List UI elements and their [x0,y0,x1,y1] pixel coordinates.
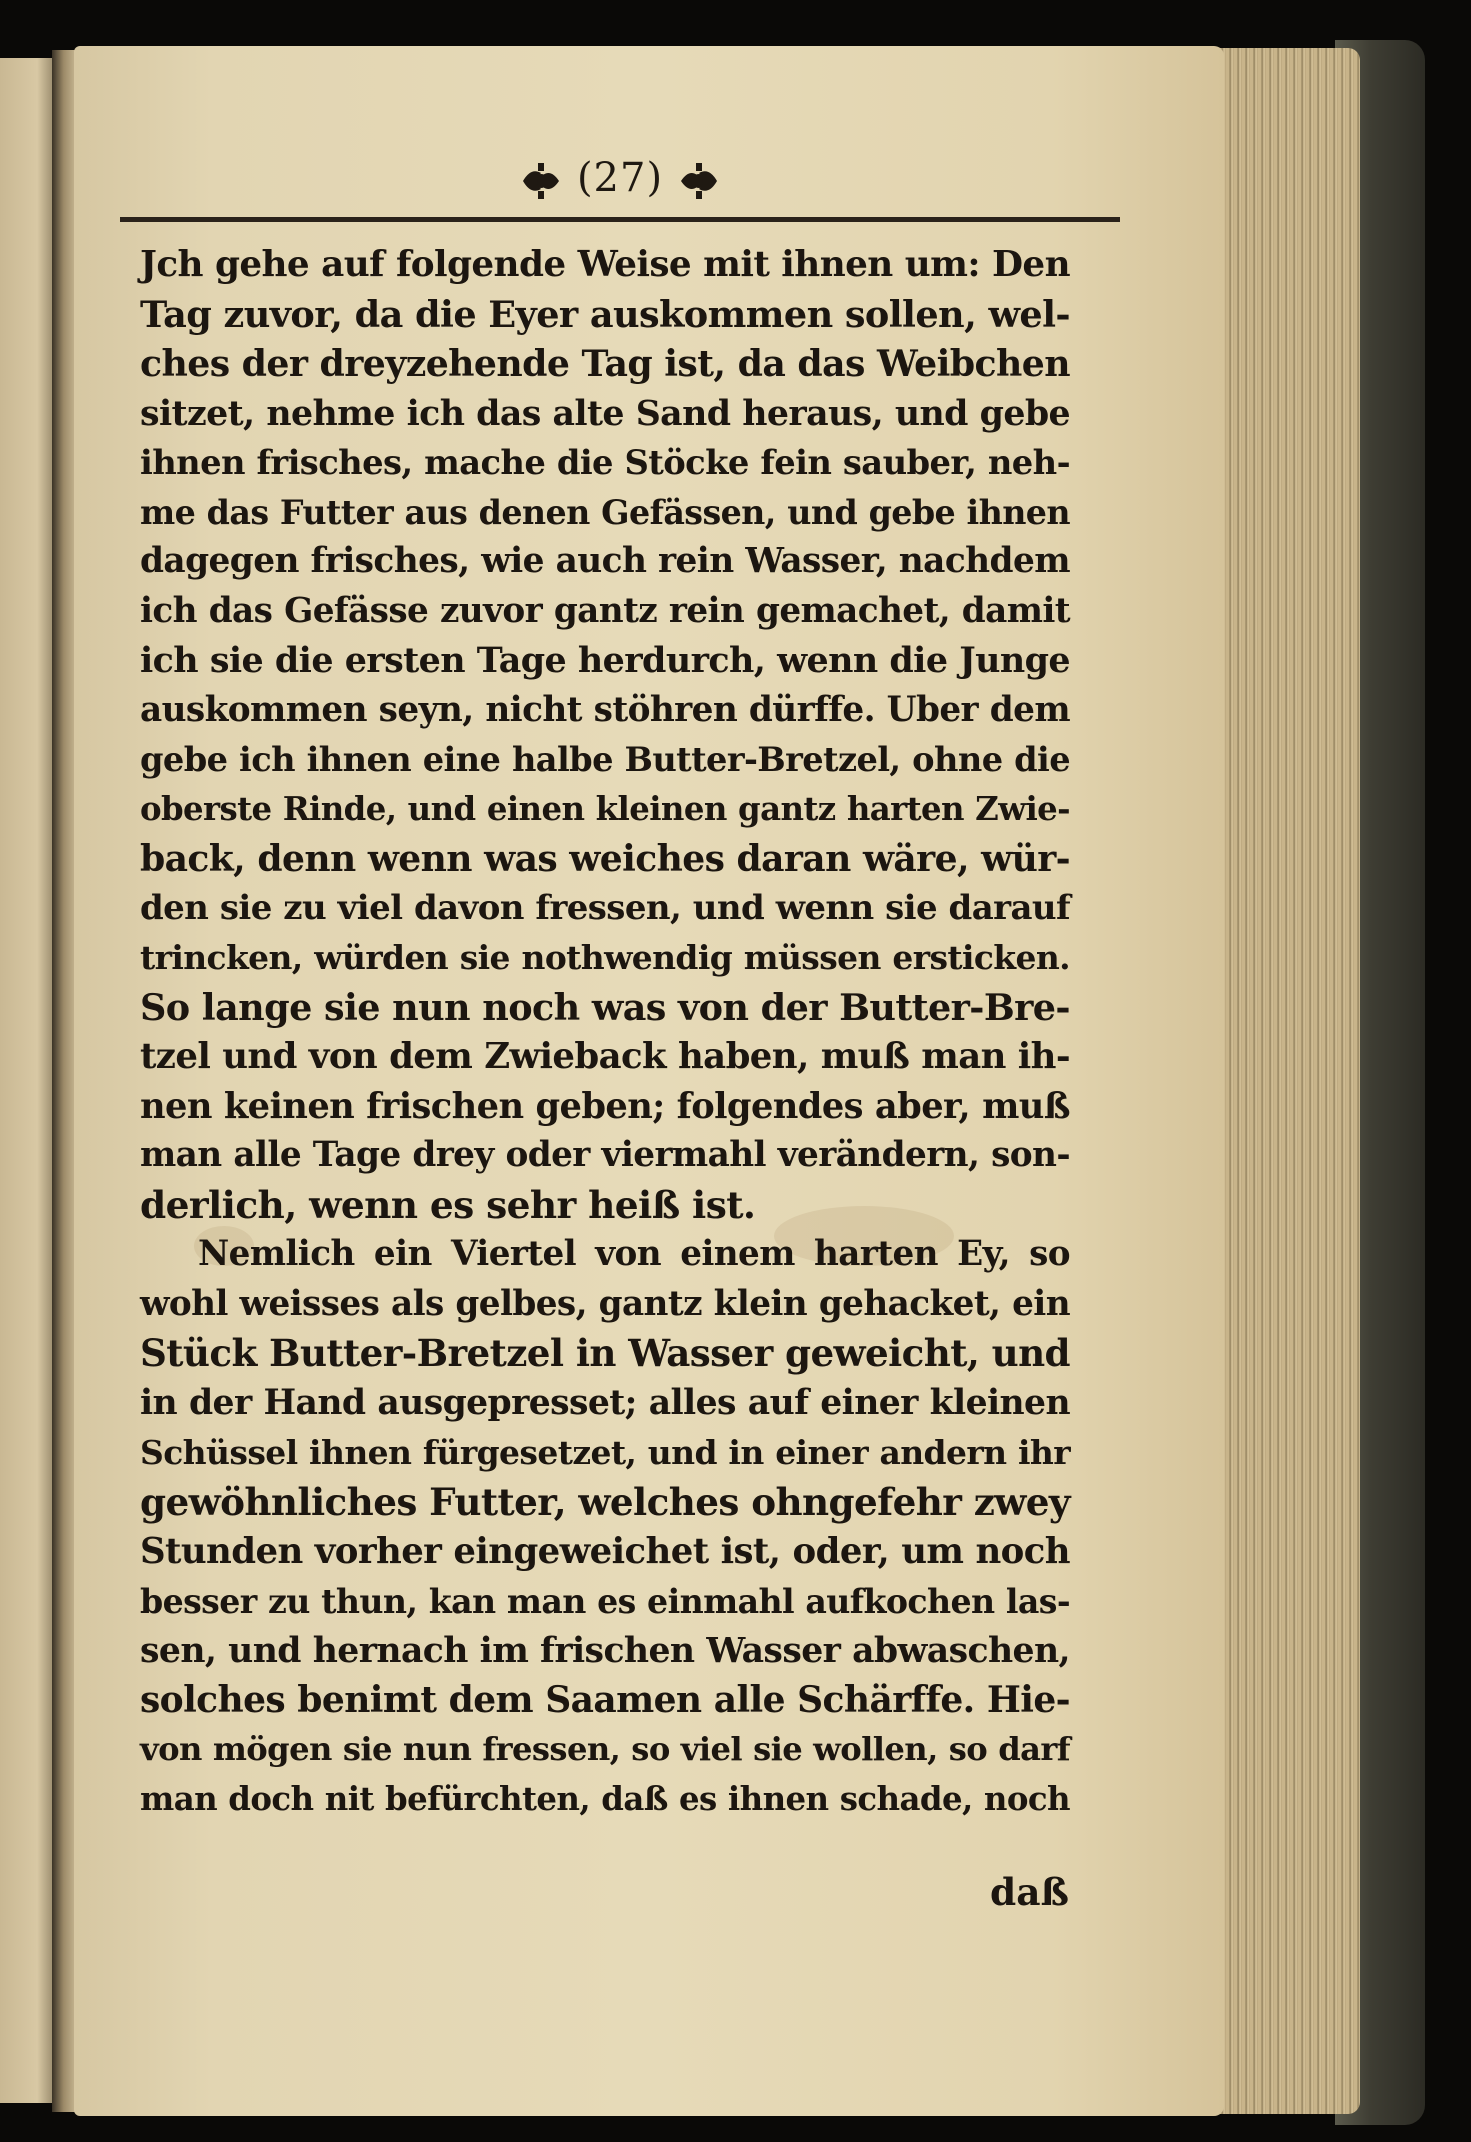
text-line: ich sie die ersten Tage herdurch, wenn die Junge [140,640,1070,681]
text-line: So lange sie nun noch was von der Butter-Bre- [140,985,1070,1029]
text-line: gebe ich ihnen eine halbe Butter-Bretzel, ohne die [140,739,1070,779]
text-line: trincken, würden sie nothwendig müssen ersticken. [140,938,1070,977]
text-line: sitzet, nehme ich das alte Sand heraus, und gebe [140,392,1070,434]
catchword: daß [990,1870,1070,1914]
text-line: Jch gehe auf folgende Weise mit ihnen um: Den [140,243,1070,285]
paragraph-1 [140,240,1070,1230]
page-number: (27) [576,155,664,201]
text-line: me das Futter aus denen Gefässen, und gebe ihnen [140,492,1070,532]
text-line: man alle Tage drey oder viermahl verändern, son- [140,1135,1070,1175]
text-line: Schüssel ihnen fürgesetzet, und in einer andern ihr [140,1433,1070,1472]
text-line: tzel und von dem Zwieback haben, muß man ih- [140,1036,1070,1077]
header-rule [120,217,1120,222]
text-line: solches benimt dem Saamen alle Schärffe. Hie- [140,1678,1070,1721]
text-line: den sie zu viel davon fressen, und wenn sie darauf [140,887,1070,928]
text-line: ches der dreyzehende Tag ist, da das Weibchen [140,342,1070,385]
text-line: back, denn wenn was weiches daran wäre, wür- [140,837,1070,880]
text-line: Stück Butter-Bretzel in Wasser geweicht, und [140,1331,1070,1375]
fleuron-right-icon [677,161,721,201]
page-header [120,155,1120,225]
text-line: ich das Gefässe zuvor gantz rein gemachet, damit [140,590,1070,631]
text-line: Nemlich ein Viertel von einem harten Ey, so [198,1234,1070,1274]
text-line: dagegen frisches, wie auch rein Wasser, nachdem [140,541,1070,581]
text-line: ihnen frisches, mache die Stöcke fein sauber, neh- [140,442,1070,482]
page-edges-stack [1210,48,1360,2114]
text-line: besser zu thun, kan man es einmahl aufkochen las- [140,1581,1070,1621]
text-line: auskommen seyn, nicht stöhren dürffe. Uber dem [140,689,1070,730]
text-line: oberste Rinde, und einen kleinen gantz harten Zwie- [140,789,1070,828]
text-line: in der Hand ausgepresset; alles auf einer kleinen [140,1382,1070,1423]
text-line: gewöhnliches Futter, welches ohngefehr zwey [140,1479,1070,1524]
body-text [140,240,1070,1824]
paragraph-2 [140,1230,1070,1824]
fleuron-left-icon [519,161,563,201]
text-line: von mögen sie nun fressen, so viel sie wollen, so darf [140,1730,1070,1768]
text-line: Stunden vorher eingeweichet ist, oder, um noch [140,1531,1070,1572]
text-line: sen, und hernach im frischen Wasser abwaschen, [140,1630,1070,1671]
text-line: nen keinen frischen geben; folgendes aber, muß [140,1085,1070,1127]
page-number-line [120,155,1120,201]
text-line: Tag zuvor, da die Eyer auskommen sollen, wel- [140,292,1070,336]
text-line: derlich, wenn es sehr heiß ist. [140,1182,756,1227]
text-line: wohl weisses als gelbes, gantz klein gehacket, ein [140,1283,1070,1324]
text-line: man doch nit befürchten, daß es ihnen schade, noch [140,1779,1070,1818]
